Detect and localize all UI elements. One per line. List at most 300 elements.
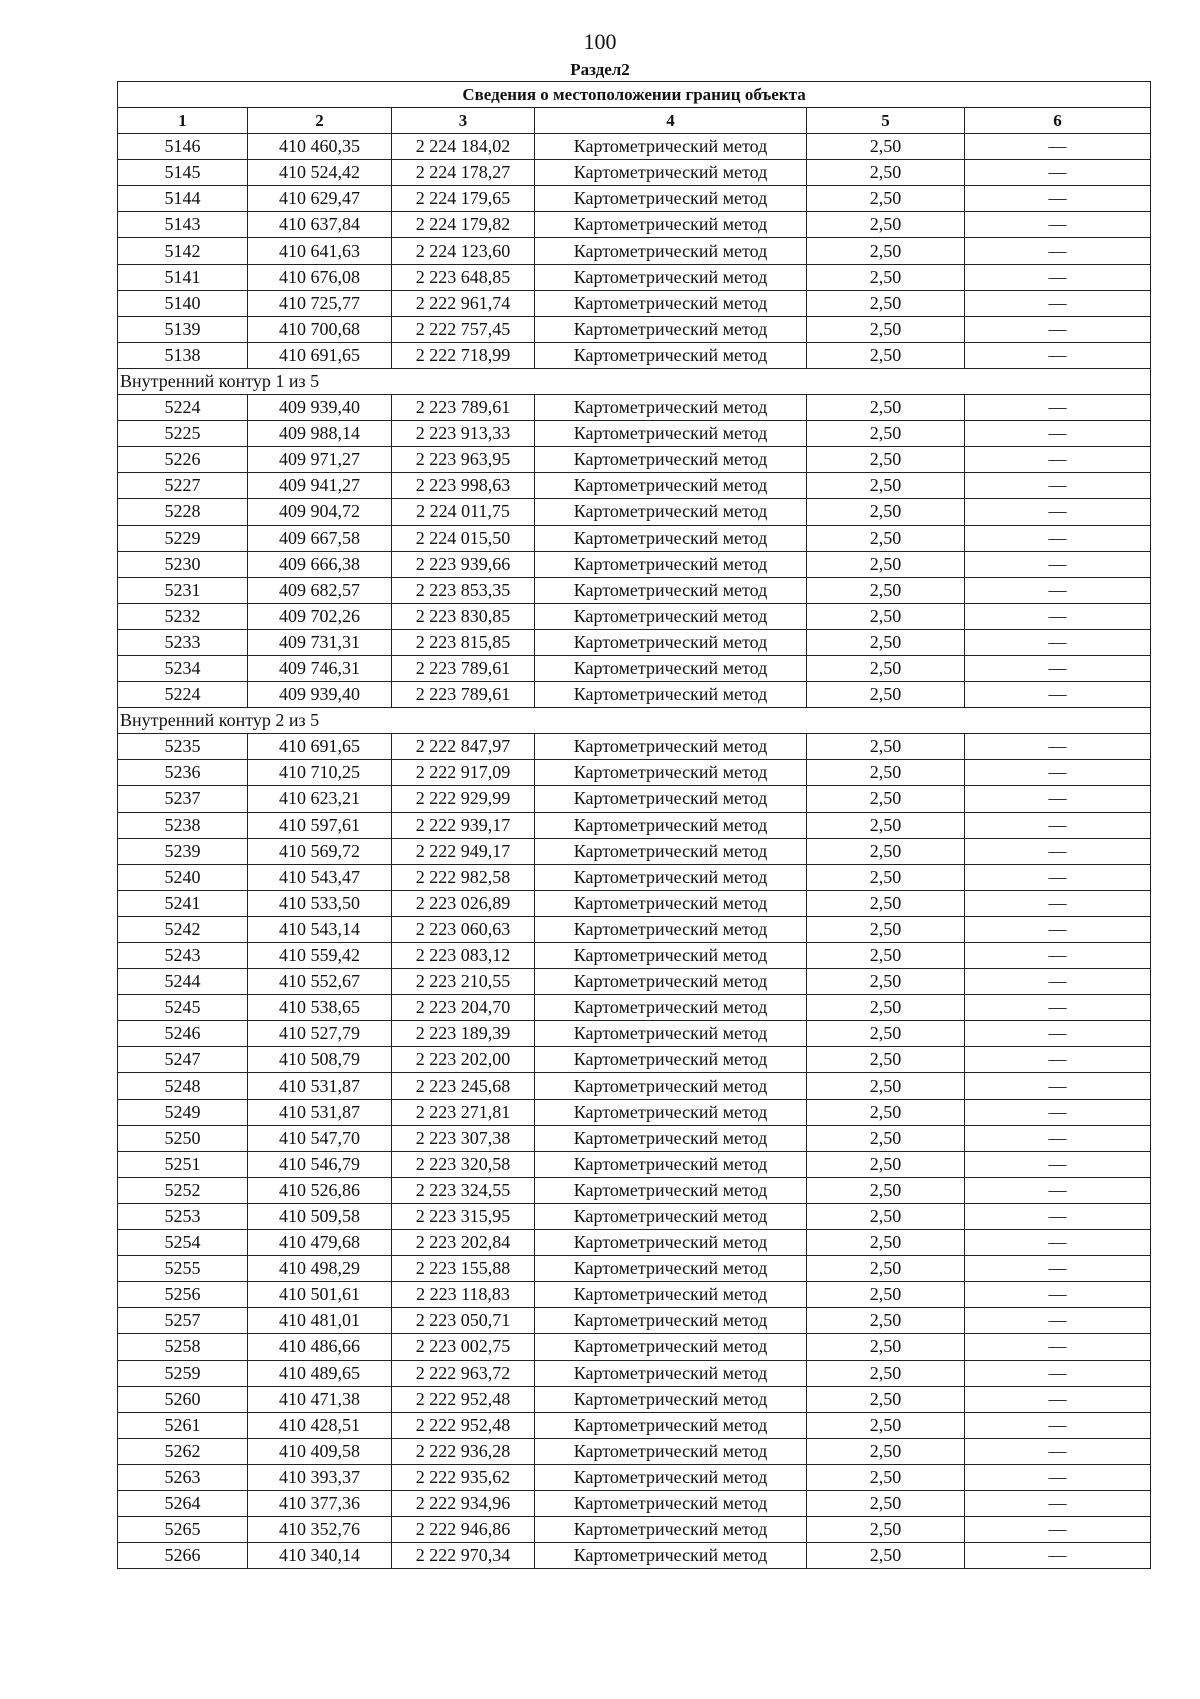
table-cell: Картометрический метод <box>535 499 807 525</box>
table-cell: Картометрический метод <box>535 1230 807 1256</box>
table-cell: Картометрический метод <box>535 1334 807 1360</box>
table-cell: — <box>965 160 1151 186</box>
table-cell: — <box>965 1517 1151 1543</box>
table-cell: 2,50 <box>807 1073 965 1099</box>
table-cell: — <box>965 1490 1151 1516</box>
table-cell: 2,50 <box>807 1308 965 1334</box>
table-cell: 5233 <box>118 629 248 655</box>
table-cell: 5252 <box>118 1177 248 1203</box>
table-cell: 2,50 <box>807 290 965 316</box>
table-cell: 2,50 <box>807 160 965 186</box>
table-row <box>118 629 1151 655</box>
table-row <box>118 160 1151 186</box>
table-cell: — <box>965 1047 1151 1073</box>
table-cell: 5256 <box>118 1282 248 1308</box>
table-row <box>118 1517 1151 1543</box>
table-cell: 5250 <box>118 1125 248 1151</box>
table-row <box>118 1230 1151 1256</box>
table-row <box>118 760 1151 786</box>
table-cell: 2 223 315,95 <box>392 1203 535 1229</box>
table-cell: Картометрический метод <box>535 734 807 760</box>
table-cell: 2,50 <box>807 786 965 812</box>
table-cell: 2,50 <box>807 499 965 525</box>
table-cell: 2,50 <box>807 1412 965 1438</box>
table-cell: Картометрический метод <box>535 890 807 916</box>
table-cell: — <box>965 890 1151 916</box>
table-cell: 409 939,40 <box>248 682 392 708</box>
table-cell: 410 501,61 <box>248 1282 392 1308</box>
table-cell: 2 223 789,61 <box>392 655 535 681</box>
table-cell: Картометрический метод <box>535 342 807 368</box>
table-row <box>118 1438 1151 1464</box>
column-header: 1 <box>118 108 248 134</box>
table-row <box>118 995 1151 1021</box>
table-cell: — <box>965 734 1151 760</box>
table-cell: 409 941,27 <box>248 473 392 499</box>
table-cell: 2 224 179,82 <box>392 212 535 238</box>
table-cell: 2,50 <box>807 682 965 708</box>
table-cell: 2,50 <box>807 238 965 264</box>
table-cell: 2,50 <box>807 1151 965 1177</box>
table-cell: 2 224 015,50 <box>392 525 535 551</box>
table-cell: 2 223 307,38 <box>392 1125 535 1151</box>
table-cell: Картометрический метод <box>535 1360 807 1386</box>
table-cell: 2,50 <box>807 943 965 969</box>
table-cell: — <box>965 838 1151 864</box>
table-cell: 2,50 <box>807 186 965 212</box>
table-cell: 2 223 963,95 <box>392 447 535 473</box>
table-cell: 5241 <box>118 890 248 916</box>
table-row <box>118 1203 1151 1229</box>
table-cell: 2,50 <box>807 1517 965 1543</box>
table-cell: 409 939,40 <box>248 395 392 421</box>
table-cell: — <box>965 943 1151 969</box>
table-cell: — <box>965 969 1151 995</box>
table-cell: — <box>965 995 1151 1021</box>
table-row <box>118 1360 1151 1386</box>
table-cell: Картометрический метод <box>535 1047 807 1073</box>
table-cell: 2,50 <box>807 1282 965 1308</box>
table-cell: 5226 <box>118 447 248 473</box>
table-cell: — <box>965 577 1151 603</box>
contour-label-row <box>118 368 1151 394</box>
table-row <box>118 1256 1151 1282</box>
table-cell: 410 623,21 <box>248 786 392 812</box>
table-cell: Картометрический метод <box>535 629 807 655</box>
table-row <box>118 1490 1151 1516</box>
table-cell: Картометрический метод <box>535 1256 807 1282</box>
table-cell: — <box>965 1073 1151 1099</box>
table-cell: Картометрический метод <box>535 655 807 681</box>
table-cell: 2,50 <box>807 1177 965 1203</box>
table-cell: 410 543,47 <box>248 864 392 890</box>
table-cell: 2 222 917,09 <box>392 760 535 786</box>
table-cell: Картометрический метод <box>535 421 807 447</box>
column-header: 4 <box>535 108 807 134</box>
table-cell: 409 746,31 <box>248 655 392 681</box>
table-cell: 5266 <box>118 1543 248 1569</box>
table-cell: Картометрический метод <box>535 864 807 890</box>
table-cell: 409 904,72 <box>248 499 392 525</box>
table-cell: 2,50 <box>807 655 965 681</box>
table-cell: 2 224 179,65 <box>392 186 535 212</box>
table-cell: Картометрический метод <box>535 1282 807 1308</box>
table-cell: 2,50 <box>807 134 965 160</box>
table-cell: 410 527,79 <box>248 1021 392 1047</box>
table-cell: 2 223 789,61 <box>392 395 535 421</box>
table-cell: 410 641,63 <box>248 238 392 264</box>
table-cell: 2 222 847,97 <box>392 734 535 760</box>
table-cell: — <box>965 682 1151 708</box>
table-row <box>118 603 1151 629</box>
table-cell: — <box>965 499 1151 525</box>
table-cell: 2 223 913,33 <box>392 421 535 447</box>
table-cell: 5238 <box>118 812 248 838</box>
table-cell: 5229 <box>118 525 248 551</box>
table-row <box>118 525 1151 551</box>
table-cell: 5235 <box>118 734 248 760</box>
table-cell: 409 971,27 <box>248 447 392 473</box>
table-cell: — <box>965 916 1151 942</box>
table-cell: — <box>965 1334 1151 1360</box>
page-number: 100 <box>583 29 617 54</box>
table-cell: Картометрический метод <box>535 760 807 786</box>
table-cell: 2,50 <box>807 812 965 838</box>
table-cell: 2,50 <box>807 264 965 290</box>
table-cell: — <box>965 290 1151 316</box>
table-cell: 410 629,47 <box>248 186 392 212</box>
table-cell: 2 224 184,02 <box>392 134 535 160</box>
table-cell: Картометрический метод <box>535 134 807 160</box>
table-cell: 2,50 <box>807 1021 965 1047</box>
table-cell: 2 222 929,99 <box>392 786 535 812</box>
table-cell: Картометрический метод <box>535 1543 807 1569</box>
table-cell: — <box>965 760 1151 786</box>
table-cell: 410 538,65 <box>248 995 392 1021</box>
table-cell: 5228 <box>118 499 248 525</box>
table-cell: Картометрический метод <box>535 1151 807 1177</box>
table-cell: Картометрический метод <box>535 238 807 264</box>
table-row <box>118 890 1151 916</box>
table-cell: 410 377,36 <box>248 1490 392 1516</box>
table-cell: Картометрический метод <box>535 838 807 864</box>
table-cell: 5234 <box>118 655 248 681</box>
table-cell: — <box>965 1543 1151 1569</box>
table-cell: 2 223 189,39 <box>392 1021 535 1047</box>
table-row <box>118 264 1151 290</box>
table-cell: 2 224 011,75 <box>392 499 535 525</box>
table-cell: 409 666,38 <box>248 551 392 577</box>
table-cell: 5225 <box>118 421 248 447</box>
table-cell: 410 543,14 <box>248 916 392 942</box>
table-cell: 2 223 118,83 <box>392 1282 535 1308</box>
table-row <box>118 499 1151 525</box>
table-cell: — <box>965 316 1151 342</box>
table-cell: 410 637,84 <box>248 212 392 238</box>
table-cell: — <box>965 342 1151 368</box>
table-cell: 410 725,77 <box>248 290 392 316</box>
table-cell: 5142 <box>118 238 248 264</box>
table-cell: 5262 <box>118 1438 248 1464</box>
table-cell: 410 471,38 <box>248 1386 392 1412</box>
table-cell: — <box>965 786 1151 812</box>
section-title: Раздел2 <box>570 60 630 79</box>
table-cell: 410 546,79 <box>248 1151 392 1177</box>
table-cell: 2 222 952,48 <box>392 1386 535 1412</box>
table-cell: 410 691,65 <box>248 734 392 760</box>
table-cell: 2,50 <box>807 1256 965 1282</box>
table-cell: 2,50 <box>807 603 965 629</box>
table-cell: — <box>965 1203 1151 1229</box>
table-cell: 410 460,35 <box>248 134 392 160</box>
table-cell: — <box>965 447 1151 473</box>
table-cell: 409 731,31 <box>248 629 392 655</box>
table-cell: 2 223 155,88 <box>392 1256 535 1282</box>
table-cell: 2 223 648,85 <box>392 264 535 290</box>
table-cell: 410 352,76 <box>248 1517 392 1543</box>
table-cell: 409 682,57 <box>248 577 392 603</box>
table-cell: 5144 <box>118 186 248 212</box>
table-cell: 5231 <box>118 577 248 603</box>
table-cell: 410 547,70 <box>248 1125 392 1151</box>
table-cell: 5227 <box>118 473 248 499</box>
table-cell: Картометрический метод <box>535 1021 807 1047</box>
table-row <box>118 812 1151 838</box>
table-row <box>118 838 1151 864</box>
table-cell: 2 223 083,12 <box>392 943 535 969</box>
table-cell: 5141 <box>118 264 248 290</box>
table-cell: 2,50 <box>807 838 965 864</box>
contour-label: Внутренний контур 1 из 5 <box>118 368 1151 394</box>
table-cell: 410 509,58 <box>248 1203 392 1229</box>
table-cell: 2,50 <box>807 447 965 473</box>
table-row <box>118 1099 1151 1125</box>
table-cell: Картометрический метод <box>535 1203 807 1229</box>
table-cell: 2,50 <box>807 1047 965 1073</box>
table-cell: 5260 <box>118 1386 248 1412</box>
boundary-coordinates-table <box>117 81 1151 1569</box>
table-cell: 2 222 946,86 <box>392 1517 535 1543</box>
table-row <box>118 864 1151 890</box>
table-cell: — <box>965 1177 1151 1203</box>
table-cell: — <box>965 1125 1151 1151</box>
table-cell: 5259 <box>118 1360 248 1386</box>
table-cell: — <box>965 1308 1151 1334</box>
table-cell: 5246 <box>118 1021 248 1047</box>
table-row <box>118 342 1151 368</box>
table-row <box>118 551 1151 577</box>
table-cell: 2,50 <box>807 342 965 368</box>
table-cell: 5248 <box>118 1073 248 1099</box>
table-cell: 410 526,86 <box>248 1177 392 1203</box>
table-cell: — <box>965 473 1151 499</box>
table-cell: 2,50 <box>807 473 965 499</box>
table-cell: 2 223 324,55 <box>392 1177 535 1203</box>
table-body <box>118 134 1151 1569</box>
table-cell: 2,50 <box>807 212 965 238</box>
table-cell: Картометрический метод <box>535 1464 807 1490</box>
table-cell: — <box>965 421 1151 447</box>
table-cell: 2 223 998,63 <box>392 473 535 499</box>
table-row <box>118 473 1151 499</box>
table-cell: 410 597,61 <box>248 812 392 838</box>
table-cell: 5224 <box>118 395 248 421</box>
table-cell: 2 222 936,28 <box>392 1438 535 1464</box>
table-cell: 2 223 271,81 <box>392 1099 535 1125</box>
table-cell: 410 559,42 <box>248 943 392 969</box>
table-row <box>118 1334 1151 1360</box>
table-cell: 410 569,72 <box>248 838 392 864</box>
table-row <box>118 1464 1151 1490</box>
table-cell: — <box>965 551 1151 577</box>
column-header: 3 <box>392 108 535 134</box>
contour-label-row <box>118 708 1151 734</box>
table-cell: 2 223 320,58 <box>392 1151 535 1177</box>
table-cell: 5143 <box>118 212 248 238</box>
table-cell: 2,50 <box>807 316 965 342</box>
table-cell: 2,50 <box>807 890 965 916</box>
table-cell: 5240 <box>118 864 248 890</box>
table-cell: 410 428,51 <box>248 1412 392 1438</box>
table-cell: — <box>965 1230 1151 1256</box>
table-row <box>118 290 1151 316</box>
table-cell: Картометрический метод <box>535 1099 807 1125</box>
table-cell: 5258 <box>118 1334 248 1360</box>
table-cell: Картометрический метод <box>535 395 807 421</box>
table-cell: 2,50 <box>807 577 965 603</box>
table-cell: 5146 <box>118 134 248 160</box>
table-cell: 410 508,79 <box>248 1047 392 1073</box>
table-cell: 2,50 <box>807 969 965 995</box>
table-cell: 5261 <box>118 1412 248 1438</box>
table-row <box>118 1386 1151 1412</box>
table-cell: 2 223 210,55 <box>392 969 535 995</box>
table-cell: 410 481,01 <box>248 1308 392 1334</box>
table-cell: 2,50 <box>807 1438 965 1464</box>
table-cell: 2,50 <box>807 1125 965 1151</box>
table-cell: Картометрический метод <box>535 682 807 708</box>
table-cell: 409 667,58 <box>248 525 392 551</box>
table-cell: 2 222 961,74 <box>392 290 535 316</box>
table-cell: — <box>965 812 1151 838</box>
table-cell: 410 531,87 <box>248 1073 392 1099</box>
table-cell: 2 222 935,62 <box>392 1464 535 1490</box>
table-row <box>118 577 1151 603</box>
table-cell: — <box>965 1360 1151 1386</box>
table-cell: 2,50 <box>807 421 965 447</box>
table-cell: Картометрический метод <box>535 1177 807 1203</box>
table-cell: — <box>965 1282 1151 1308</box>
table-cell: 5230 <box>118 551 248 577</box>
table-row <box>118 1073 1151 1099</box>
table-cell: 2,50 <box>807 916 965 942</box>
table-cell: 410 409,58 <box>248 1438 392 1464</box>
table-cell: 2 223 050,71 <box>392 1308 535 1334</box>
table-cell: 5232 <box>118 603 248 629</box>
table-cell: 5247 <box>118 1047 248 1073</box>
table-cell: 410 479,68 <box>248 1230 392 1256</box>
table-cell: Картометрический метод <box>535 316 807 342</box>
table-cell: — <box>965 264 1151 290</box>
table-cell: 2,50 <box>807 1230 965 1256</box>
table-cell: 410 486,66 <box>248 1334 392 1360</box>
table-cell: 2,50 <box>807 1203 965 1229</box>
table-caption: Сведения о местоположении границ объекта <box>118 82 1151 108</box>
table-cell: 410 531,87 <box>248 1099 392 1125</box>
table-cell: 410 700,68 <box>248 316 392 342</box>
table-row <box>118 1125 1151 1151</box>
table-cell: 410 524,42 <box>248 160 392 186</box>
table-cell: 410 340,14 <box>248 1543 392 1569</box>
table-row <box>118 186 1151 212</box>
table-cell: 410 489,65 <box>248 1360 392 1386</box>
table-cell: 2 222 949,17 <box>392 838 535 864</box>
table-cell: 2 223 204,70 <box>392 995 535 1021</box>
table-row <box>118 238 1151 264</box>
table-cell: 5237 <box>118 786 248 812</box>
table-caption-row <box>118 82 1151 108</box>
table-cell: 2 222 952,48 <box>392 1412 535 1438</box>
table-row <box>118 655 1151 681</box>
table-row <box>118 1047 1151 1073</box>
table-cell: 410 393,37 <box>248 1464 392 1490</box>
table-cell: 2 223 026,89 <box>392 890 535 916</box>
table-cell: 5249 <box>118 1099 248 1125</box>
table-row <box>118 1282 1151 1308</box>
table-row <box>118 134 1151 160</box>
table-row <box>118 969 1151 995</box>
table-row <box>118 1177 1151 1203</box>
table-cell: Картометрический метод <box>535 551 807 577</box>
table-row <box>118 734 1151 760</box>
table-cell: 2 223 830,85 <box>392 603 535 629</box>
table-cell: 410 498,29 <box>248 1256 392 1282</box>
table-cell: 2 223 060,63 <box>392 916 535 942</box>
table-cell: Картометрический метод <box>535 603 807 629</box>
table-cell: Картометрический метод <box>535 1125 807 1151</box>
table-cell: 2 223 002,75 <box>392 1334 535 1360</box>
table-cell: 2,50 <box>807 395 965 421</box>
table-cell: 5244 <box>118 969 248 995</box>
column-header: 6 <box>965 108 1151 134</box>
table-cell: — <box>965 655 1151 681</box>
table-cell: 5139 <box>118 316 248 342</box>
table-cell: Картометрический метод <box>535 1517 807 1543</box>
table-cell: Картометрический метод <box>535 1490 807 1516</box>
table-cell: — <box>965 1021 1151 1047</box>
table-cell: 5254 <box>118 1230 248 1256</box>
table-cell: 2 223 202,84 <box>392 1230 535 1256</box>
table-cell: 2,50 <box>807 1099 965 1125</box>
table-cell: Картометрический метод <box>535 1412 807 1438</box>
table-cell: Картометрический метод <box>535 943 807 969</box>
table-row <box>118 1308 1151 1334</box>
table-cell: 409 702,26 <box>248 603 392 629</box>
table-cell: 5263 <box>118 1464 248 1490</box>
table-cell: 2,50 <box>807 1334 965 1360</box>
table-cell: 2,50 <box>807 551 965 577</box>
table-row <box>118 421 1151 447</box>
table-cell: Картометрический метод <box>535 577 807 603</box>
table-cell: 2 223 853,35 <box>392 577 535 603</box>
table-cell: 2,50 <box>807 629 965 655</box>
table-cell: 5257 <box>118 1308 248 1334</box>
table-cell: 5140 <box>118 290 248 316</box>
table-row <box>118 943 1151 969</box>
table-cell: 2,50 <box>807 1543 965 1569</box>
table-row <box>118 316 1151 342</box>
table-cell: 2 224 178,27 <box>392 160 535 186</box>
